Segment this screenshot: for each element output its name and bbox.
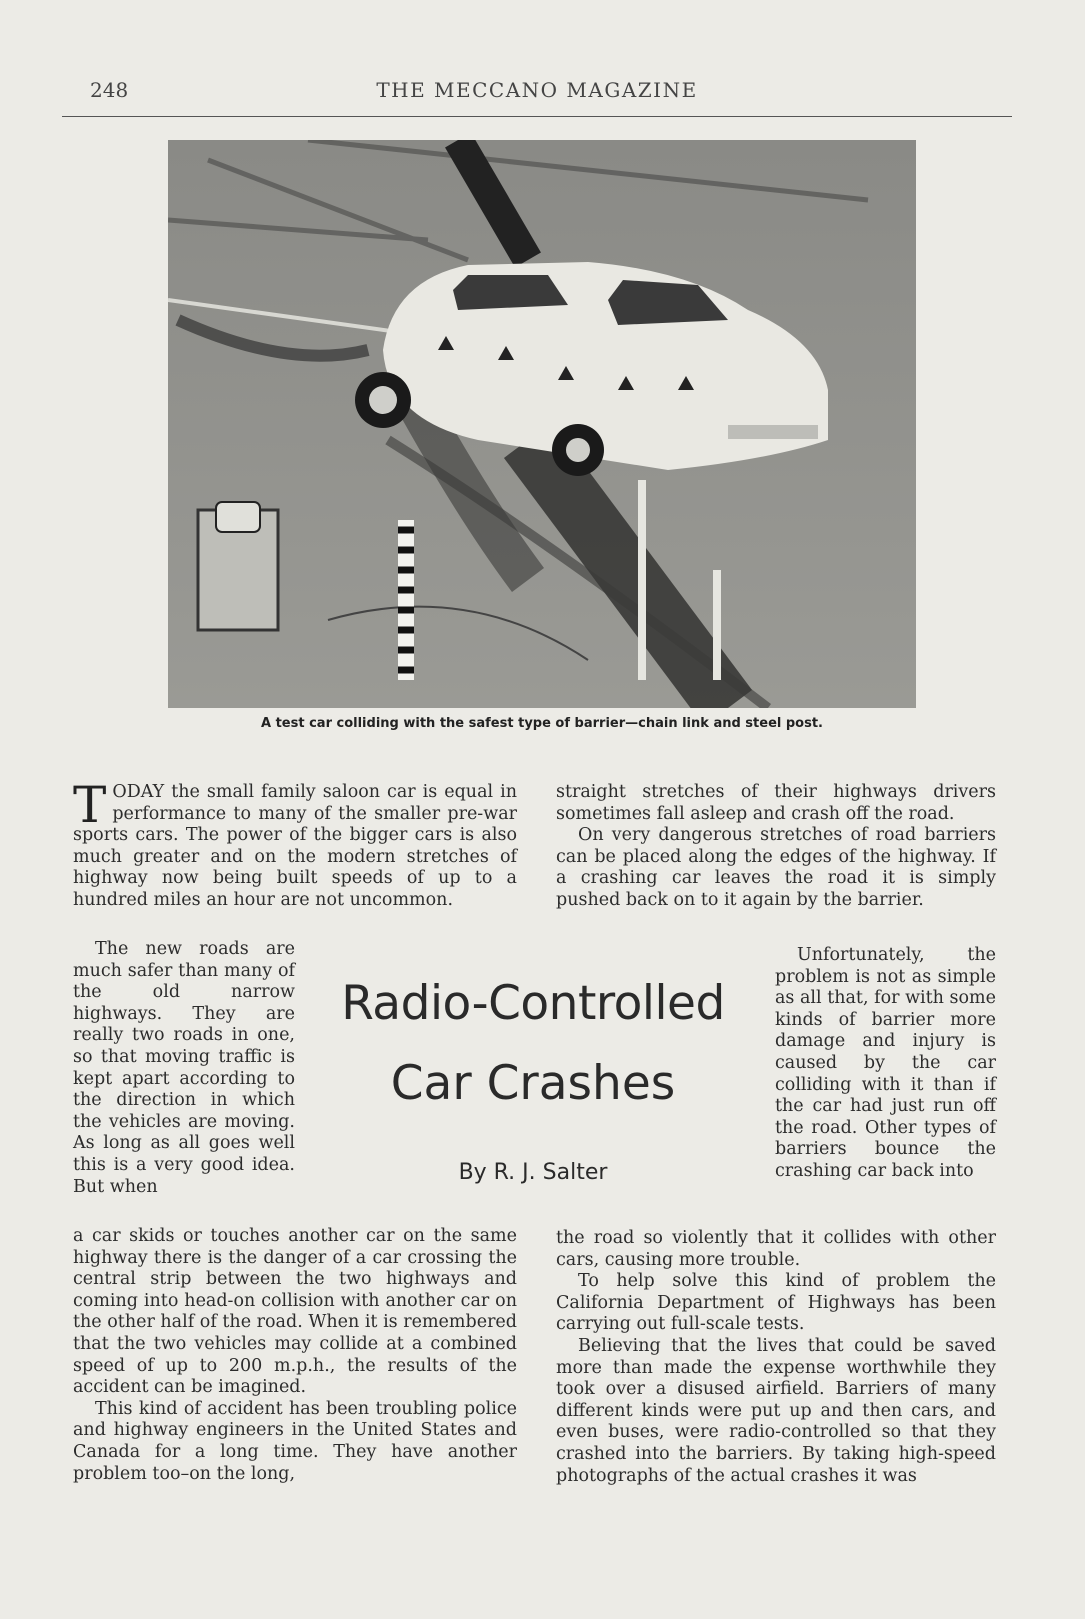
- headline-line-1: Radio-Controlled: [341, 976, 725, 1031]
- article-headline: [318, 975, 748, 1113]
- right-column-bottom: [556, 1228, 996, 1487]
- paragraph-8: Believing that the lives that could be saved more than made the expense worthwhile they took over a disused airfield. Barriers of many different kinds were put up and then cars, and even buses, were radio-controlled so that they crashed into the barriers. By taking high-speed photographs of the actual crashes it was: [556, 1335, 996, 1486]
- crash-test-photo: [168, 140, 916, 708]
- paragraph-6-continued: the road so violently that it collides with other cars, causing more trouble.: [556, 1228, 996, 1270]
- paragraph-7: To help solve this kind of problem the California Department of Highways has been carrying out full-scale tests.: [556, 1271, 996, 1335]
- paragraph-4: straight stretches of their highways drivers sometimes fall asleep and crash off the road.: [556, 782, 996, 824]
- photo-caption: A test car colliding with the safest type of barrier—chain link and steel post.: [261, 716, 823, 731]
- drop-cap: T: [73, 776, 107, 834]
- left-column-bottom: [73, 1226, 517, 1485]
- byline: By R. J. Salter: [458, 1160, 608, 1185]
- right-column-narrow: [775, 945, 996, 1183]
- right-column-top: [556, 782, 996, 912]
- paragraph-5: On very dangerous stretches of road barriers can be placed along the edges of the highway. If a crashing car leaves the road it is simply pushed back on to it again by the barrier.: [556, 825, 996, 910]
- running-head: [62, 78, 1012, 108]
- left-column-narrow: [73, 939, 295, 1198]
- paragraph-6: Unfortunately, the problem is not as simple as all that, for with some kinds of barrier more damage and injury is caused by the car colliding with it than if the car had just run off the road. Other types of barriers bounce the crashing car back into: [775, 945, 996, 1181]
- magazine-title: THE MECCANO MAGAZINE: [376, 78, 698, 102]
- paragraph-2-continued: a car skids or touches another car on the same highway there is the danger of a car crossing the central strip between the two highways and coming into head-on collision with another car on the other half of the road. When it is remembered that the two vehicles may collide at a combined speed of up to 200 m.p.h., the results of the accident can be imagined.: [73, 1226, 517, 1398]
- paragraph-1: [73, 776, 517, 912]
- left-column-top: [73, 776, 517, 912]
- paragraph-3: This kind of accident has been troubling police and highway engineers in the United States and Canada for a long time. They have another problem too–on the long,: [73, 1398, 517, 1484]
- header-rule: [62, 116, 1012, 117]
- paragraph-2: The new roads are much safer than many of the old narrow highways. They are really two roads in one, so that moving traffic is kept apart according to the direction in which the vehicles are moving. As long as all goes well this is a very good idea. But when: [73, 939, 295, 1197]
- page-number: 248: [90, 78, 129, 102]
- headline-line-2: Car Crashes: [390, 1056, 676, 1111]
- paragraph-1-text: ODAY the small family saloon car is equal in performance to many of the smaller pre-war sports cars. The power of the bigger cars is also much greater and on the modern stretches of highway now being built speeds of up to a hundred miles an hour are not uncommon.: [73, 782, 517, 910]
